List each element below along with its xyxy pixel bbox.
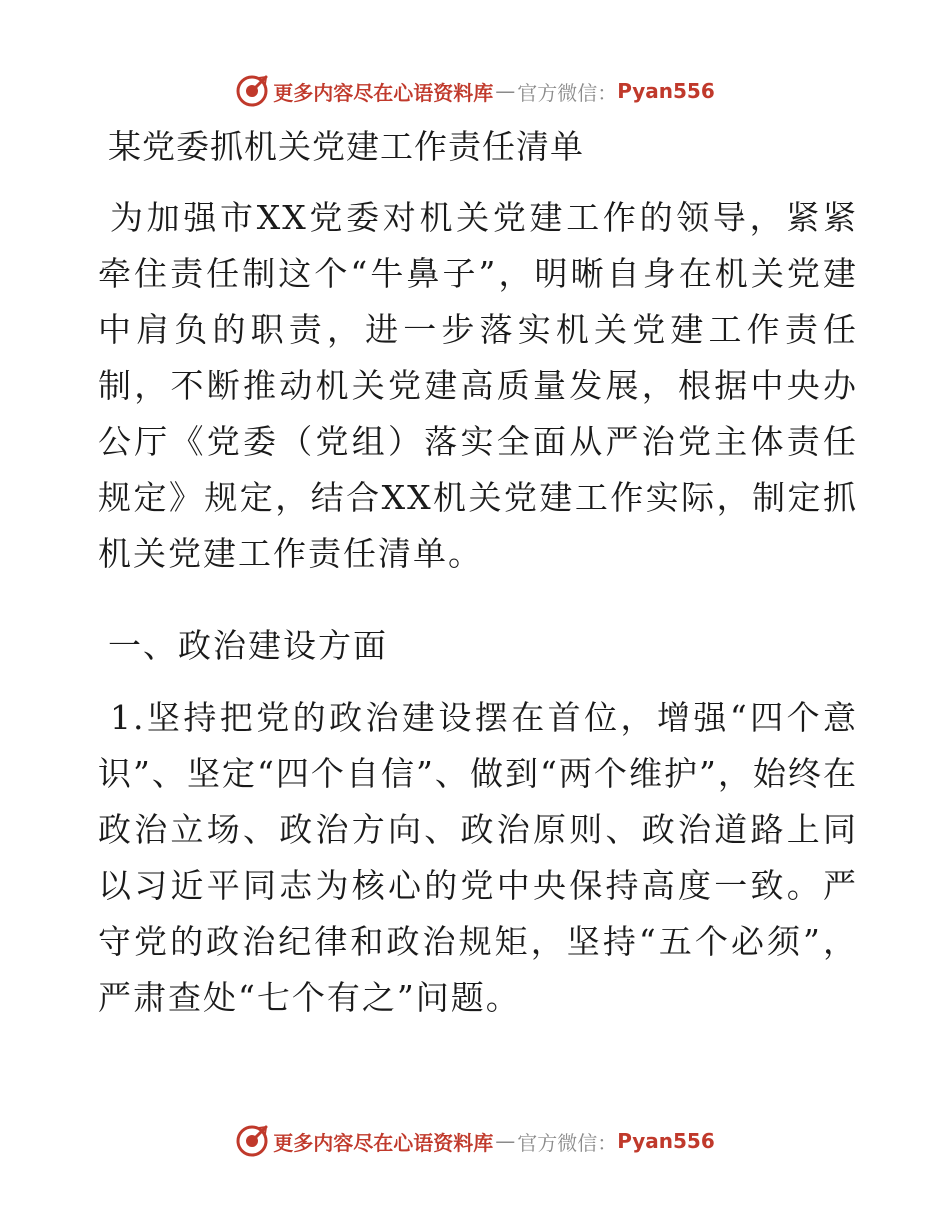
- quill-logo-icon: [235, 74, 269, 108]
- section-item-paragraph: 1.坚持把党的政治建设摆在首位，增强“四个意识”、坚定“四个自信”、做到“两个维护”，始终在政治立场、政治方向、政治原则、政治道路上同以习近平同志为核心的党中央保持高度一致。严守党的政治纪律和政治规矩，坚持“五个必须”，严肃查处“七个有之”问题。: [98, 698, 858, 1017]
- watermark-separator: —: [495, 79, 516, 103]
- watermark-contact-id: Pyan556: [617, 79, 715, 103]
- watermark-contact-id: Pyan556: [617, 1129, 715, 1153]
- watermark-separator: —: [495, 1129, 516, 1153]
- intro-paragraph: 为加强市XX党委对机关党建工作的领导，紧紧牵住责任制这个“牛鼻子”，明晰自身在机关党建中肩负的职责，进一步落实机关党建工作责任制，不断推动机关党建高质量发展，根据中央办公厅《党委（党组）落实全面从严治党主体责任规定》规定，结合XX机关党建工作实际，制定抓机关党建工作责任清单。: [98, 198, 858, 573]
- document-title: 某党委抓机关党建工作责任清单: [108, 127, 584, 166]
- watermark-contact-label: 官方微信：: [517, 80, 618, 105]
- watermark-brand-text: 更多内容尽在心语资料库: [273, 1130, 494, 1155]
- section-heading-political: 一、政治建设方面: [108, 626, 388, 665]
- watermark-brand-text: 更多内容尽在心语资料库: [273, 80, 494, 105]
- footer-watermark: [0, 1124, 950, 1158]
- watermark-contact-label: 官方微信：: [517, 1130, 618, 1155]
- quill-logo-icon: [235, 1124, 269, 1158]
- header-watermark: [0, 74, 950, 108]
